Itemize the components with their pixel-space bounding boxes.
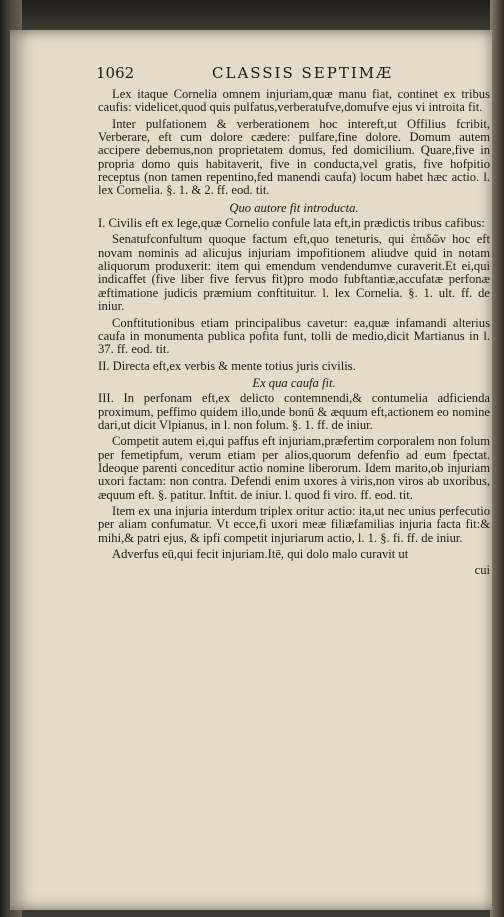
book-top-edge [0, 0, 504, 32]
running-title: CLASSIS SEPTIMÆ [212, 64, 394, 82]
book-page [10, 30, 492, 910]
paragraph: I. Civilis eft ex lege,quæ Cornelio confule lata eft,in prædictis tribus cafibus: [98, 216, 485, 231]
page-header [96, 64, 486, 88]
side-heading: Quo autore fit introducta. [229, 200, 359, 215]
paragraph: Adverfus eū,qui fecit injuriam.Itē, qui dolo malo curavit ut [112, 547, 409, 561]
paragraph: III. In perfonam eft,ex delicto contemnendi,& contumelia adficienda proximum, peffimo quidem illo,unde bonū & æquum eft,actionem eo nomine dari,ut dicit Vlpianus, in l. non folum. §. 1. ff. de iniur. [98, 391, 490, 432]
catchword: cui [474, 563, 490, 578]
paragraph: Inter pulfationem & verberationem hoc intereft,ut Offilius fcribit, Verberare, eft cum dolore cædere: pulfare,fine dolore. Domum autem accipere debemus,non proprietatem domus, fed domicilium. Quare,five in propria domo quis habitaverit, five in conducta,vel gratis, five hofpitio receptus (non tamen repentino,fed manendi caufa) locum habet hæc actio. l. lex Cornelia. §. 1. & 2. ff. eod. tit. [98, 116, 490, 198]
body-text [98, 88, 490, 578]
side-heading: Ex qua caufa fit. [252, 375, 336, 390]
paragraph: Senatufconfultum quoque factum eft,quo teneturis, qui ἐπιδῶν hoc eft novam nominis ad alicujus injuriam impofitionem aliudve quid in notam aliquorum produxerit: item qui emendum vendendumve curaverit.Et ei,qui indicaffet (five liber five fervus fit)pro modo fubftantiæ,accufatæ perfonæ æftimatione judicis præmium conftituitur. l. lex Cornelia. §. 1. ult. ff. de iniur. [98, 232, 490, 314]
paragraph: II. Directa eft,ex verbis & mente totius juris civilis. [98, 358, 356, 373]
paragraph: Lex itaque Cornelia omnem injuriam,quæ manu fiat, continet ex tribus caufis: videlicet,quod quis pulfatus,verberatufve,domufve ejus vi introita fit. [98, 87, 490, 115]
paragraph: Competit autem ei,qui paffus eft injuriam,præfertim corporalem non folum per femetipfum, verum etiam per alios,quorum defenfio ad eum fpectat. Ideoque parenti conceditur actio nomine liberorum. Idem marito,ob injuriam uxori factam: non contra. Defendi enim uxores à viris,non viros ab uxoribus, æquum eft. §. patitur. Inftit. de iniur. l. quod fi viro. ff. eod. tit. [98, 434, 490, 502]
page-number: 1062 [96, 64, 135, 82]
paragraph: Conftitutionibus etiam principalibus cavetur: ea,quæ infamandi alterius caufa in monumenta publica pofita funt, tolli de medio,dicit Martianus in l. 37. ff. eod. tit. [98, 315, 490, 357]
paragraph: Item ex una injuria interdum triplex oritur actio: ita,ut nec unius perfecutio per aliam confumatur. Vt ecce,fi uxori meæ filiæfamilias injuria facta fit:& mihi,& patri ejus, & ipfi competit injuriarum actio, l. 1. §. fi. ff. de iniur. [98, 503, 490, 545]
book-fore-edge [490, 0, 504, 917]
